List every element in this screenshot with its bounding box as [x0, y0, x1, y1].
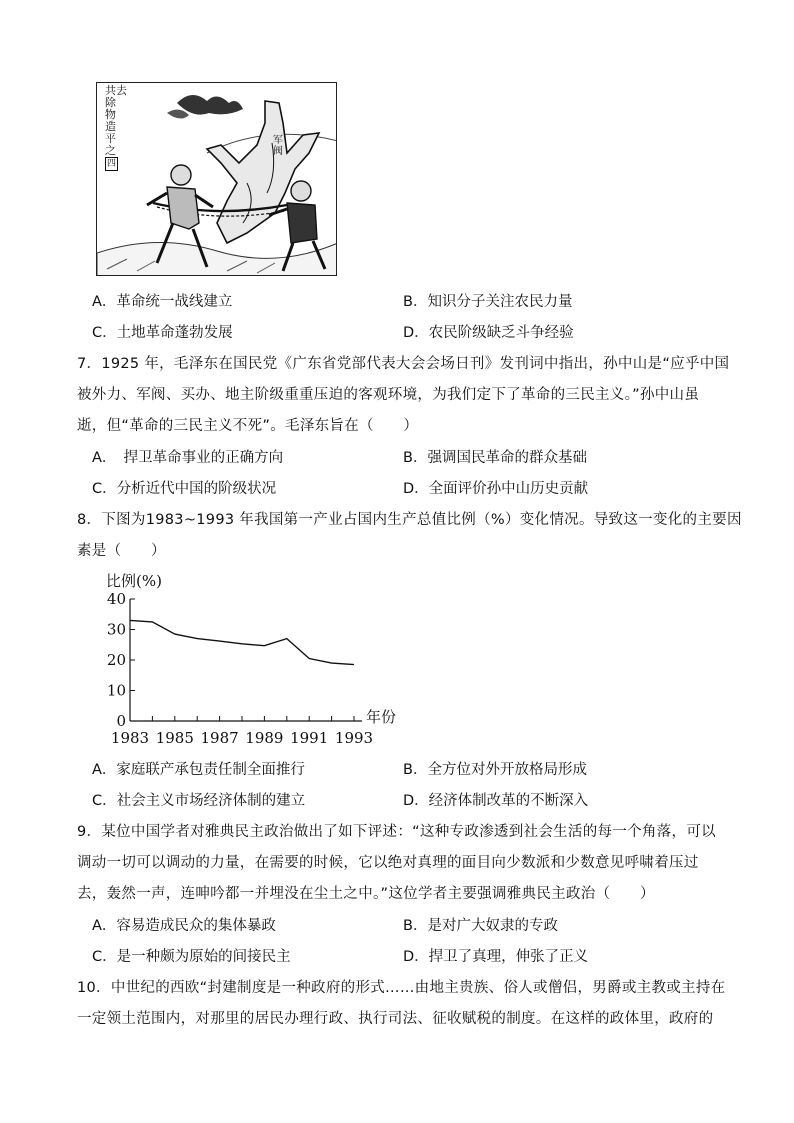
q6-option-b[interactable]: B．知识分子关注农民力量	[403, 294, 573, 310]
line-chart	[100, 568, 400, 750]
q8-stem-line-2: 素是（ ）	[77, 543, 166, 559]
x-tick-label: 1989	[245, 729, 284, 747]
q9-option-d[interactable]: D．捍卫了真理，伸张了正义	[403, 949, 589, 965]
y-tick-label: 0	[116, 712, 126, 730]
x-axis-label: 年份	[366, 708, 397, 726]
q7-stem-line-3: 逝，但“革命的三民主义不死”。毛泽东旨在（ ）	[77, 418, 419, 434]
y-tick-label: 20	[106, 651, 126, 669]
q7-stem-line-2: 被外力、军阀、买办、地主阶级重重压迫的客观环境，为我们定下了革命的三民主义。”孙中山虽	[77, 387, 700, 403]
q7-stem-line-1: 7．1925 年，毛泽东在国民党《广东省党部代表大会会场日刊》发刊词中指出，孙中山是“应乎中国	[77, 356, 730, 372]
q8-option-a[interactable]: A．家庭联产承包责任制全面推行	[92, 762, 305, 778]
q9-option-a[interactable]: A．容易造成民众的集体暴政	[92, 918, 276, 934]
q8-option-d[interactable]: D．经济体制改革的不断深入	[403, 793, 589, 809]
cartoon-caption	[105, 85, 135, 171]
x-tick-label: 1987	[200, 729, 239, 747]
q9-option-c[interactable]: C．是一种颇为原始的间接民主	[92, 949, 291, 965]
series-line	[130, 620, 354, 664]
cartoon-illustration	[96, 82, 337, 276]
q7-option-d[interactable]: D．全面评价孙中山历史贡献	[403, 481, 589, 497]
q6-option-c[interactable]: C．土地革命蓬勃发展	[92, 325, 233, 341]
x-tick-label: 1985	[155, 729, 194, 747]
q8-stem-line-1: 8．下图为1983~1993 年我国第一产业占国内生产总值比例（%）变化情况。导致这一变化的主要因	[77, 512, 742, 528]
q9-stem-line-3: 去，轰然一声，连呻吟都一并埋没在尘土之中。”这位学者主要强调雅典民主政治（ ）	[77, 886, 655, 902]
q7-option-c[interactable]: C．分析近代中国的阶级状况	[92, 481, 277, 497]
q8-option-c[interactable]: C．社会主义市场经济体制的建立	[92, 793, 306, 809]
q7-option-b[interactable]: B．强调国民革命的群众基础	[403, 450, 587, 466]
caption-char: 除	[105, 96, 116, 109]
caption-char: 之	[105, 144, 116, 157]
q6-option-a[interactable]: A．革命统一战线建立	[92, 294, 233, 310]
caption-char: 共去	[105, 84, 127, 97]
q10-stem-line-2: 一定领土范围内，对那里的居民办理行政、执行司法、征收赋税的制度。在这样的政体里，政府的	[77, 1011, 714, 1027]
q7-option-a[interactable]: A． 捍卫革命事业的正确方向	[92, 450, 284, 466]
q9-option-b[interactable]: B．是对广大奴隶的专政	[403, 918, 558, 934]
x-tick-label: 1991	[290, 729, 329, 747]
q10-stem-line-1: 10．中世纪的西欧“封建制度是一种政府的形式……由地主贵族、俗人或僧侣，男爵或主教或主持在	[77, 980, 726, 996]
y-axis-label: 比例(%)	[106, 572, 162, 590]
q8-option-b[interactable]: B．全方位对外开放格局形成	[403, 762, 587, 778]
chart-svg	[100, 568, 400, 750]
caption-char: 物	[105, 108, 116, 121]
caption-char: 造	[105, 120, 116, 133]
trunk-label: 军阀	[273, 135, 283, 157]
y-tick-label: 10	[106, 681, 126, 700]
caption-char: 平	[105, 132, 116, 145]
y-tick-label: 30	[106, 620, 126, 639]
q9-stem-line-2: 调动一切可以调动的力量，在需要的时候，它以绝对真理的面目向少数派和少数意见呼啸着压过	[77, 855, 699, 871]
y-tick-label: 40	[106, 590, 126, 608]
x-tick-label: 1983	[110, 729, 150, 747]
q6-option-d[interactable]: D．农民阶级缺乏斗争经验	[403, 325, 574, 341]
caption-seal: 四	[107, 159, 117, 169]
q9-stem-line-1: 9．某位中国学者对雅典民主政治做出了如下评述：“这种专政渗透到社会生活的每一个角落，可以	[77, 824, 716, 840]
x-tick-label: 1993	[334, 729, 374, 747]
